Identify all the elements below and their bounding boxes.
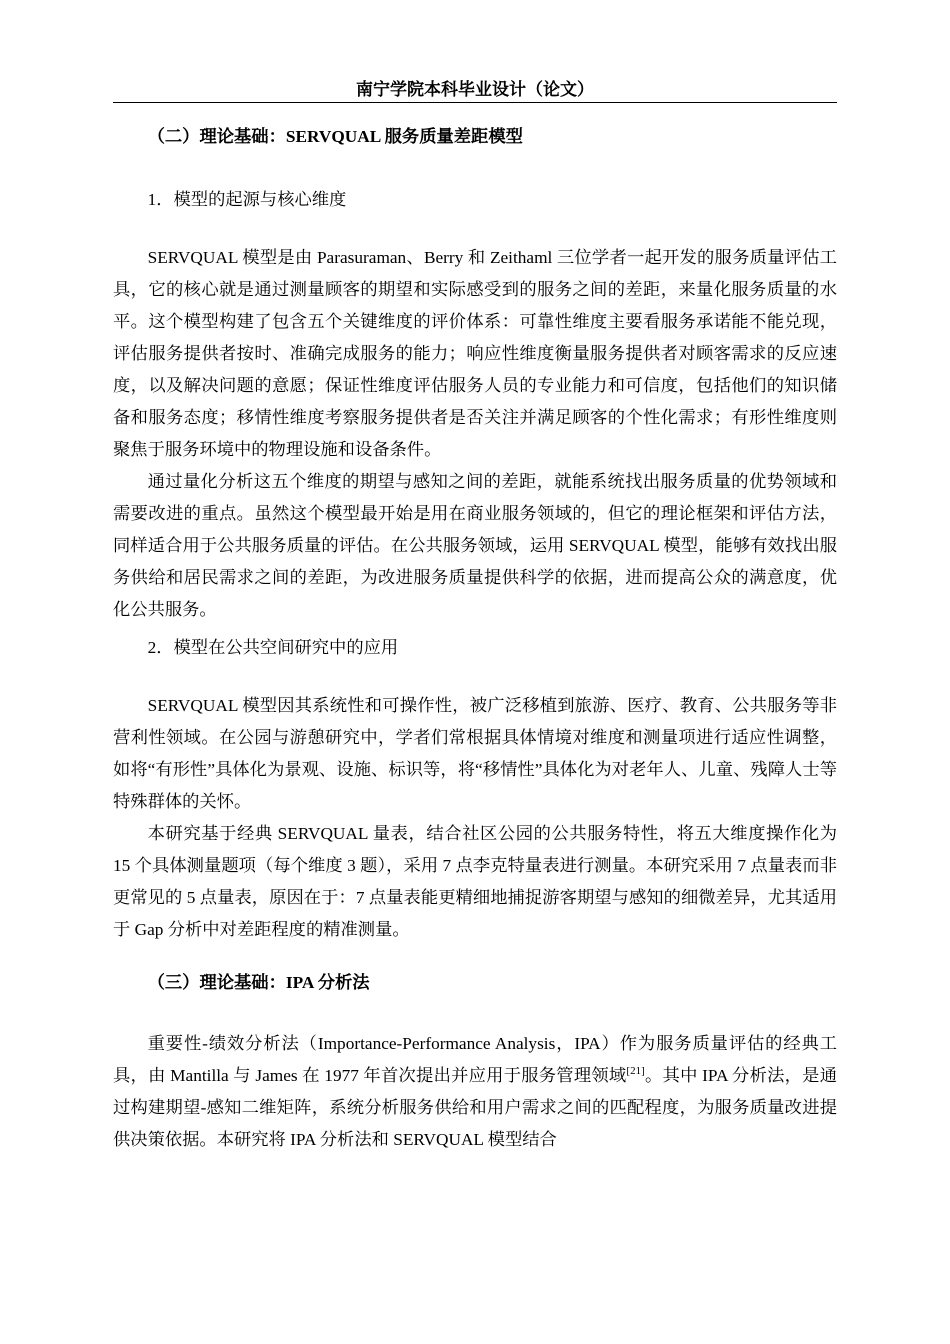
citation-21: [21] xyxy=(626,1065,645,1078)
paragraph-ipa xyxy=(113,1028,837,1156)
paragraph-servqual-public-space: SERVQUAL 模型因其系统性和可操作性，被广泛移植到旅游、医疗、教育、公共服务等非营利性领域。在公园与游憩研究中，学者们常根据具体情境对维度和测量项进行适应性调整，如将“有形性”具体化为景观、设施、标识等，将“移情性”具体化为对老年人、儿童、残障人士等特殊群体的关怀。 xyxy=(113,696,837,811)
header-rule xyxy=(113,102,837,103)
paragraph-study-scale: 本研究基于经典 SERVQUAL 量表，结合社区公园的公共服务特性，将五大维度操作化为 15 个具体测量题项（每个维度 3 题），采用 7 点李克特量表进行测量。本研究采用 7 点量表而非更常见的 5 点量表，原因在于：7 点量表能更精细地捕捉游客期望与感知的细微差异，尤其适用于 Gap 分析中对差距程度的精准测量。 xyxy=(113,824,837,939)
section-heading-servqual: （二）理论基础：SERVQUAL 服务质量差距模型 xyxy=(147,127,523,146)
ipa-text-part1: 重要性-绩效分析法（Importance-Performance Analysis，IPA）作为服务质量评估的经典工具，由 Mantilla 与 James 在 1977 年首次提出并应用于服务管理领域 xyxy=(113,1034,837,1085)
ipa-text-part2: 。其中 IPA 分析法，是通过构建期望-感知二维矩阵，系统分析服务供给和用户需求之间的匹配程度，为服务质量改进提供决策依据。本研究将 IPA 分析法和 SERVQUAL 模型结合 xyxy=(113,1066,837,1149)
subsection-heading-origin: 1．模型的起源与核心维度 xyxy=(147,190,347,209)
page-content xyxy=(113,118,837,1156)
section-heading-ipa: （三）理论基础：IPA 分析法 xyxy=(147,973,370,992)
subsection-heading-application: 2．模型在公共空间研究中的应用 xyxy=(147,638,399,657)
paragraph-servqual-dimensions: SERVQUAL 模型是由 Parasuraman、Berry 和 Zeithaml 三位学者一起开发的服务质量评估工具，它的核心就是通过测量顾客的期望和实际感受到的服务之间的差距，来量化服务质量的水平。这个模型构建了包含五个关键维度的评价体系：可靠性维度主要看服务承诺能不能兑现，评估服务提供者按时、准确完成服务的能力；响应性维度衡量服务提供者对顾客需求的反应速度，以及解决问题的意愿；保证性维度评估服务人员的专业能力和可信度，包括他们的知识储备和服务态度；移情性维度考察服务提供者是否关注并满足顾客的个性化需求；有形性维度则聚焦于服务环境中的物理设施和设备条件。 xyxy=(113,248,837,459)
running-header: 南宁学院本科毕业设计（论文） xyxy=(356,80,594,99)
paragraph-servqual-gap-analysis: 通过量化分析这五个维度的期望与感知之间的差距，就能系统找出服务质量的优势领域和需要改进的重点。虽然这个模型最开始是用在商业服务领域的，但它的理论框架和评估方法，同样适合用于公共服务质量的评估。在公共服务领域，运用 SERVQUAL 模型，能够有效找出服务供给和居民需求之间的差距，为改进服务质量提供科学的依据，进而提高公众的满意度，优化公共服务。 xyxy=(113,472,837,619)
